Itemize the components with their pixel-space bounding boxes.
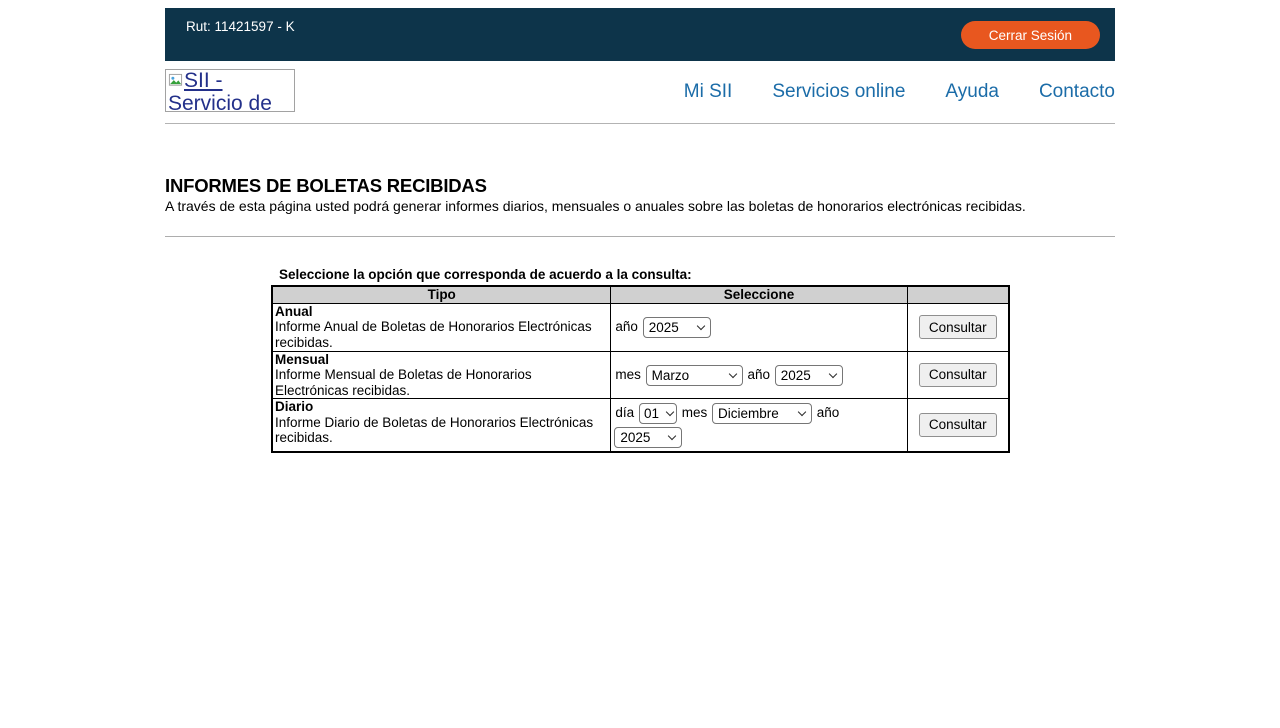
diario-day-label: día <box>615 405 635 420</box>
rut-label: Rut: 11421597 - K <box>186 19 295 34</box>
query-prompt: Seleccione la opción que corresponda de acuerdo a la consulta: <box>279 267 692 282</box>
mensual-month-label: mes <box>615 366 641 382</box>
mensual-row-description: Informe Mensual de Boletas de Honorarios Electrónicas recibidas. <box>275 367 532 398</box>
anual-year-label: año <box>615 319 638 335</box>
diario-year-select[interactable] <box>614 427 682 448</box>
diario-consultar-button[interactable]: Consultar <box>919 413 997 437</box>
anual-consultar-button[interactable]: Consultar <box>919 315 997 339</box>
page-description: A través de esta página usted podrá generar informes diarios, mensuales o anuales sobre las boletas de honorarios electrónicas recibidas. <box>165 198 1026 214</box>
anual-action-cell <box>907 303 1009 351</box>
diario-row-description: Informe Diario de Boletas de Honorarios Electrónicas recibidas. <box>275 414 594 445</box>
nav-item-servicios-online[interactable]: Servicios online <box>772 81 906 102</box>
table-row-mensual <box>272 351 1009 399</box>
table-row-diario <box>272 399 1009 452</box>
mensual-controls-cell <box>611 351 907 399</box>
diario-action-cell <box>907 399 1009 452</box>
diario-day-select[interactable] <box>639 403 677 424</box>
diario-controls-cell <box>611 399 907 452</box>
mensual-year-label: año <box>747 366 770 382</box>
mensual-row-title: Mensual <box>275 351 330 367</box>
diario-type-cell <box>272 399 611 452</box>
mensual-action-cell <box>907 351 1009 399</box>
diario-year-label: año <box>816 405 840 420</box>
nav-item-contacto[interactable]: Contacto <box>1038 81 1115 102</box>
nav-item-mi-sii[interactable]: Mi SII <box>683 81 733 102</box>
query-block <box>271 267 1010 453</box>
mensual-consultar-button[interactable]: Consultar <box>919 363 997 387</box>
reports-table <box>271 285 1010 453</box>
mensual-month-select[interactable] <box>646 365 743 386</box>
broken-image-icon <box>168 71 183 93</box>
column-header-seleccione: Seleccione <box>611 286 907 303</box>
site-header <box>165 61 1115 124</box>
column-header-tipo: Tipo <box>272 286 611 303</box>
anual-row-description: Informe Anual de Boletas de Honorarios Electrónicas recibidas. <box>275 319 592 350</box>
table-header-row <box>272 286 1009 303</box>
mensual-year-select[interactable] <box>775 365 843 386</box>
page-title: INFORMES DE BOLETAS RECIBIDAS <box>165 175 487 196</box>
anual-type-cell <box>272 303 611 351</box>
main-nav <box>684 81 1115 103</box>
diario-month-label: mes <box>681 405 708 420</box>
column-header-empty <box>907 286 1009 303</box>
mensual-type-cell <box>272 351 611 399</box>
anual-row-title: Anual <box>275 303 313 319</box>
divider <box>165 236 1115 237</box>
logo-alt-text: SII - Servicio de <box>168 69 272 112</box>
diario-month-select[interactable] <box>712 403 812 424</box>
page-container <box>165 8 1115 453</box>
sii-logo-link[interactable] <box>165 69 295 112</box>
logout-button[interactable]: Cerrar Sesión <box>961 21 1100 49</box>
anual-controls-cell <box>611 303 907 351</box>
diario-row-title: Diario <box>275 399 314 414</box>
anual-year-select[interactable] <box>643 317 711 338</box>
session-bar <box>165 8 1115 61</box>
table-row-anual <box>272 303 1009 351</box>
nav-item-ayuda[interactable]: Ayuda <box>945 81 999 102</box>
